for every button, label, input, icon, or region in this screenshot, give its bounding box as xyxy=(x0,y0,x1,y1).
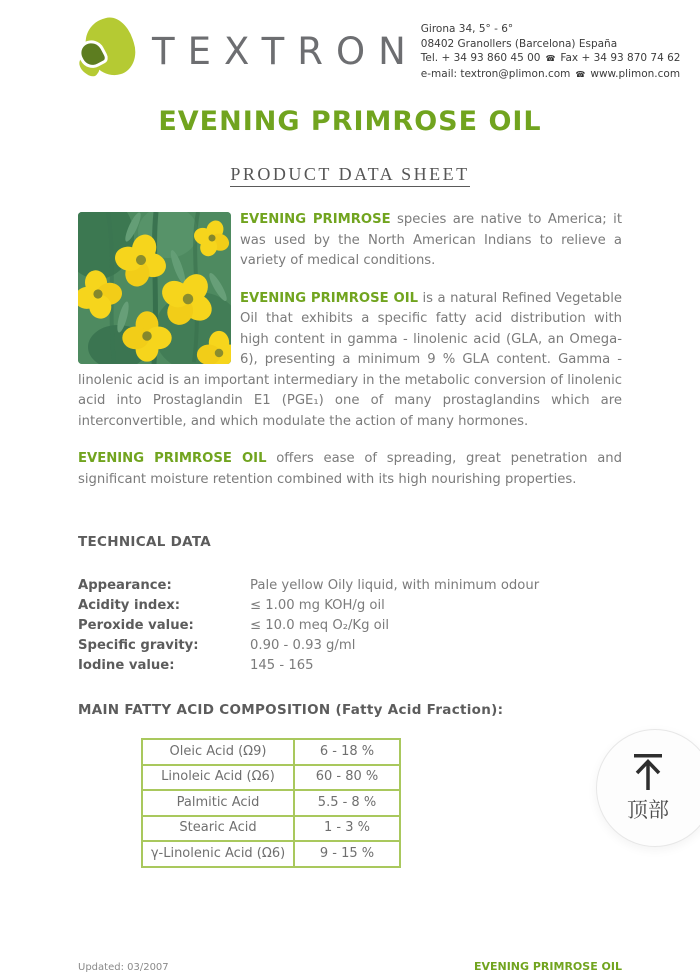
updated-date: Updated: 03/2007 xyxy=(78,962,169,973)
acid-range: 5.5 - 8 % xyxy=(294,790,400,816)
fatty-acid-heading: MAIN FATTY ACID COMPOSITION (Fatty Acid Fraction): xyxy=(78,701,504,718)
table-row xyxy=(142,790,400,816)
company-address xyxy=(421,22,681,82)
tech-value: 145 - 165 xyxy=(250,657,314,673)
page-subtitle: PRODUCT DATA SHEET xyxy=(230,164,469,187)
back-to-top-label: 顶部 xyxy=(627,798,669,822)
tech-row-peroxide xyxy=(78,616,622,636)
website-url: www.plimon.com xyxy=(590,67,681,80)
technical-data-list xyxy=(78,576,622,676)
address-line-4 xyxy=(421,67,681,83)
footer-product-name: EVENING PRIMROSE OIL xyxy=(473,960,622,973)
paragraph-lead: EVENING PRIMROSE xyxy=(240,212,391,227)
fatty-acid-table xyxy=(141,738,401,868)
technical-data-heading: TECHNICAL DATA xyxy=(78,534,212,550)
document-body xyxy=(78,210,622,868)
acid-name: γ-Linolenic Acid (Ω6) xyxy=(142,841,294,867)
tel-number: Tel. + 34 93 860 45 00 xyxy=(420,52,541,64)
acid-name: Palmitic Acid xyxy=(142,790,294,816)
table-row xyxy=(142,765,400,791)
tech-value: ≤ 1.00 mg KOH/g oil xyxy=(250,597,385,613)
page-title: EVENING PRIMROSE OIL xyxy=(158,106,542,137)
tech-row-gravity xyxy=(78,636,622,656)
table-row xyxy=(142,739,400,765)
address-line-1: Girona 34, 5° - 6° xyxy=(420,23,514,35)
paragraph-lead: EVENING PRIMROSE OIL xyxy=(240,290,419,306)
tech-label: Iodine value: xyxy=(78,657,175,673)
tech-label: Peroxide value: xyxy=(78,617,194,633)
acid-range: 9 - 15 % xyxy=(294,841,400,867)
paragraph-lead: EVENING PRIMROSE OIL xyxy=(78,451,267,466)
phone-icon: ☎ xyxy=(545,54,556,63)
paragraph-text: species are native to America; it was used by the North American Indians to relieve a variety of medical conditions. xyxy=(240,212,623,268)
tech-label: Appearance: xyxy=(78,577,172,593)
evening-primrose-photo xyxy=(78,212,231,364)
paragraph-text: is a natural Refined Vegetable Oil that exhibits a specific fatty acid distribution with high content in gamma - linolenic acid (GLA, an Omega-6), presenting a minimum 9 % GLA content. Gamma - linolenic acid is an important intermediary in the metabolic conversion of linolenic acid into Prostaglandin E1 (PGE₁) one of many prostaglandins which are interconvertible, and which modulate the action of many hormones. xyxy=(78,290,622,429)
phone-icon: ☎ xyxy=(575,69,586,79)
tech-row-appearance xyxy=(78,576,622,596)
page-footer xyxy=(78,960,622,973)
address-line-2: 08402 Granollers (Barcelona) España xyxy=(420,37,618,50)
email-address: e-mail: textron@plimon.com xyxy=(420,67,571,80)
arrow-up-to-top-icon xyxy=(630,752,666,792)
tech-value: Pale yellow Oily liquid, with minimum odour xyxy=(250,577,540,593)
address-line-3 xyxy=(421,51,681,67)
tech-value: 0.90 - 0.93 g/ml xyxy=(250,637,356,653)
acid-name: Linoleic Acid (Ω6) xyxy=(142,765,294,791)
acid-range: 60 - 80 % xyxy=(294,765,400,791)
table-row xyxy=(142,841,400,867)
tech-label: Acidity index: xyxy=(78,597,181,613)
tech-label: Specific gravity: xyxy=(78,637,199,653)
tech-value: ≤ 10.0 meq O₂/Kg oil xyxy=(250,617,390,633)
tech-row-iodine xyxy=(78,656,622,676)
acid-range: 1 - 3 % xyxy=(294,816,400,842)
paragraph-text: offers ease of spreading, great penetration and significant moisture retention combined with its high nourishing properties. xyxy=(78,451,623,487)
table-row xyxy=(142,816,400,842)
acid-range: 6 - 18 % xyxy=(294,739,400,765)
acid-name: Oleic Acid (Ω9) xyxy=(142,739,294,765)
fax-number: Fax + 34 93 870 74 62 xyxy=(560,52,681,64)
brand-name: TEXTRON xyxy=(152,30,419,73)
intro-paragraph-3 xyxy=(78,449,622,490)
textron-logo-icon xyxy=(72,14,138,84)
acid-name: Stearic Acid xyxy=(142,816,294,842)
tech-row-acidity xyxy=(78,596,622,616)
letterhead xyxy=(0,0,700,84)
